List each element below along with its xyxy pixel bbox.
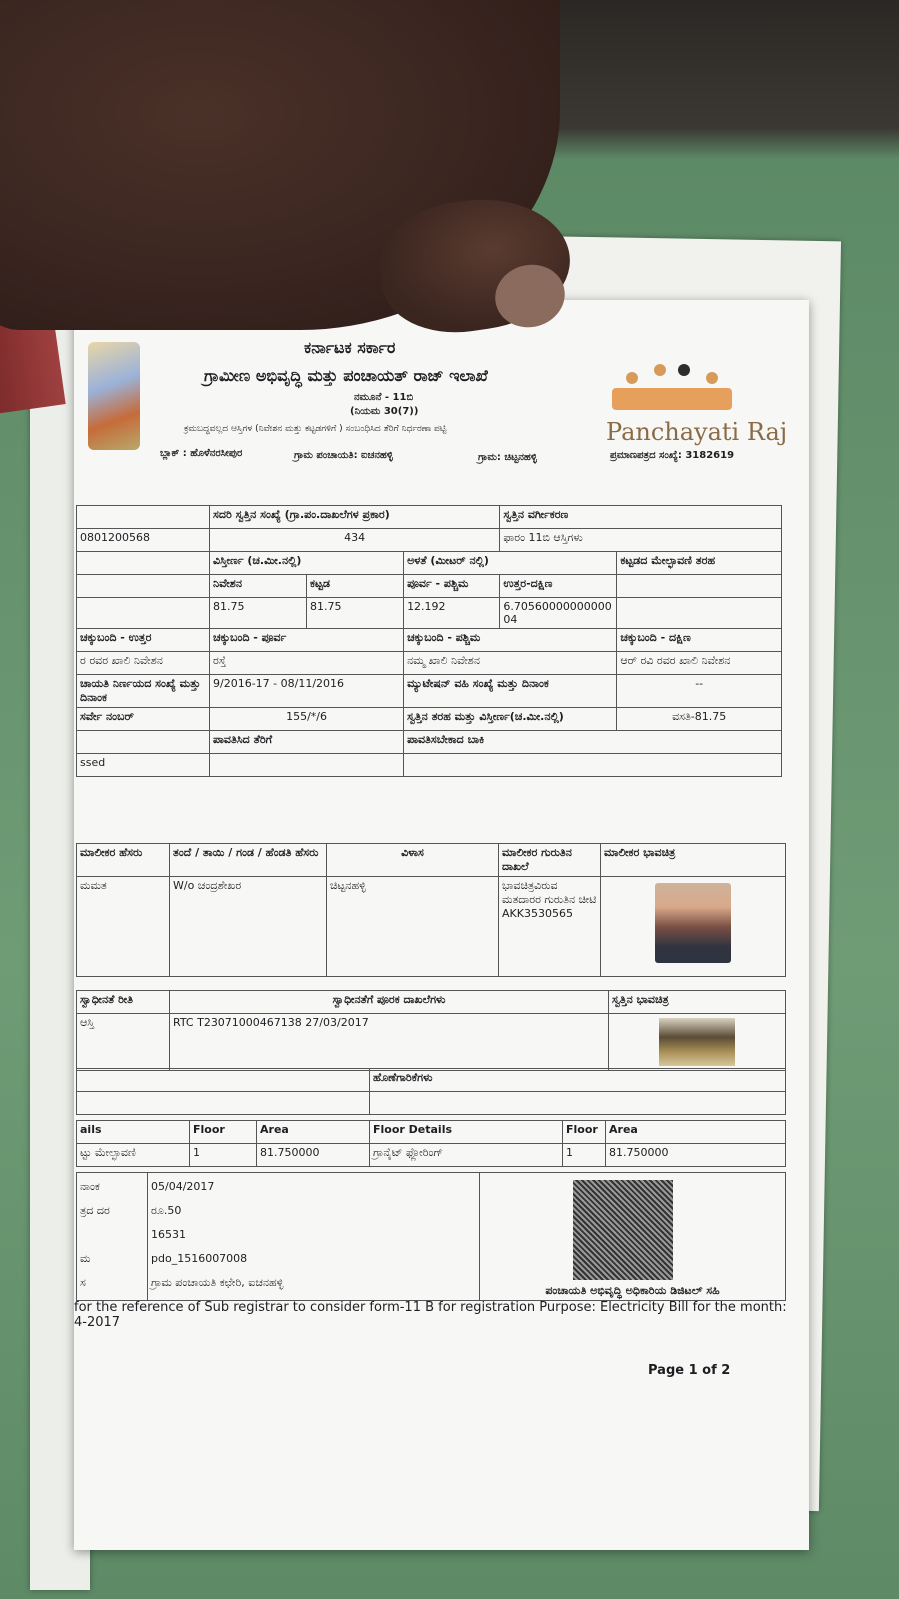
floor-details-label: Floor Details (370, 1121, 563, 1144)
west-boundary-label: ಚಕ್ಕುಬಂದಿ - ಪಶ್ಚಿಮ (404, 629, 617, 652)
owner-id-label: ಮಾಲೀಕರ ಗುರುತಿನ ದಾಖಲೆ (499, 844, 601, 877)
dept-title: ಗ್ರಾಮೀಣ ಅಭಿವೃದ್ಧಿ ಮತ್ತು ಪಂಚಾಯತ್ ರಾಜ್ ಇಲಾಖೆ (204, 366, 488, 385)
floor-value: 1 (190, 1144, 257, 1167)
receipt-number: 16531 (151, 1228, 186, 1241)
m-label: ಮ (80, 1252, 91, 1265)
floor-details-value: ಗ್ರಾನೈಟ್ ಫ್ಲೋರಿಂಗ್ (370, 1144, 563, 1167)
liabilities-label: ಹೊಣೆಗಾರಿಕೆಗಳು (370, 1069, 786, 1092)
classification-label: ಸ್ವತ್ತಿನ ವರ್ಗೀಕರಣ (500, 506, 782, 529)
acquisition-table (76, 990, 786, 1071)
digital-signature-label: ಪಂಚಾಯತಿ ಅಭಿವೃದ್ಧಿ ಅಧಿಕಾರಿಯ ಡಿಜಿಟಲ್ ಸಹಿ (480, 1173, 786, 1301)
qr-code (573, 1180, 673, 1280)
south-boundary: ಆರ್ ರವಿ ರವರ ಖಾಲಿ ನಿವೇಶನ (617, 652, 782, 675)
floor-label: Floor (190, 1121, 257, 1144)
floor2-value: 1 (563, 1144, 606, 1167)
type-area-label: ಸ್ವತ್ತಿನ ತರಹ ಮತ್ತು ವಿಸ್ತೀರ್ಣ(ಚ.ಮೀ.ನಲ್ಲಿ) (404, 708, 617, 731)
document-page (74, 300, 809, 1550)
mutation-value: -- (617, 675, 782, 708)
property-photo-label: ಸ್ವತ್ತಿನ ಭಾವಚಿತ್ರ (609, 991, 786, 1014)
classification: ಫಾರಂ 11ಬಿ ಆಸ್ತಿಗಳು (500, 529, 782, 552)
karnataka-emblem (88, 342, 140, 450)
assessed-label: ssed (77, 754, 210, 777)
owner-id-number: AKK3530565 (502, 907, 573, 920)
panchayat-name: ಗ್ರಾಮ ಪಂಚಾಯತಿ: ಐಚನಹಳ್ಳಿ (294, 450, 393, 461)
fee-label: ತ್ರದ ದರ (80, 1204, 110, 1217)
owner-id-doc (499, 877, 601, 977)
east-boundary: ರಸ್ತೆ (210, 652, 404, 675)
north-boundary: ರ ರವರ ಖಾಲಿ ನಿವೇಶನ (77, 652, 210, 675)
acquisition-value: ಆಸ್ತಿ (77, 1014, 170, 1071)
village-name: ಗ್ರಾಮ: ಚಿಟ್ಟನಹಳ್ಳಿ (478, 452, 537, 463)
documents-label: ಸ್ವಾಧೀನತೆಗೆ ಪೂರಕ ದಾಖಲೆಗಳು (170, 991, 609, 1014)
survey-number: 155/*/6 (210, 708, 404, 731)
relation-label: ತಂದೆ / ತಾಯಿ / ಗಂಡ / ಹೆಂಡತಿ ಹೆಸರು (170, 844, 327, 877)
type-area-value: ವಸತಿ-81.75 (617, 708, 782, 731)
property-table (76, 505, 782, 777)
area2-label: Area (606, 1121, 786, 1144)
page-number: Page 1 of 2 (648, 1363, 731, 1378)
rule-ref: (ನಿಯಮ 30(7)) (350, 406, 419, 417)
owner-photo-label: ಮಾಲೀಕರ ಭಾವಚಿತ್ರ (601, 844, 786, 877)
address-label: ವಿಳಾಸ (327, 844, 499, 877)
site-area: 81.75 (210, 598, 307, 629)
building-label: ಕಟ್ಟಡ (307, 575, 404, 598)
dimension-label: ಅಳತೆ (ಮೀಟರ್ ನಲ್ಲಿ) (404, 552, 617, 575)
paid-tax-label: ಪಾವತಿಸಿದ ತೆರಿಗೆ (210, 731, 404, 754)
owner-address: ಚಿಟ್ಟನಹಳ್ಳಿ (327, 877, 499, 977)
west-boundary: ನಮ್ಮ ಖಾಲಿ ನಿವೇಶನ (404, 652, 617, 675)
north-south-value: 6.7056000000000004 (500, 598, 617, 629)
owner-photo (655, 883, 731, 963)
owner-name: ಮಮತ (77, 877, 170, 977)
owner-id-type: ಭಾವಚಿತ್ರವಿರುವ ಮತದಾರರ ಗುರುತಿನ ಚೀಟಿ (502, 879, 597, 906)
details-label: ails (77, 1121, 190, 1144)
area-value: 81.750000 (257, 1144, 370, 1167)
property-photo (659, 1018, 735, 1066)
balance-label: ಪಾವತಿಸಬೇಕಾದ ಬಾಕಿ (404, 731, 782, 754)
property-no: 434 (210, 529, 500, 552)
owner-table (76, 843, 786, 977)
site-label: ನಿವೇಶನ (210, 575, 307, 598)
panchayati-raj-logo (602, 360, 742, 420)
issue-date-label: ನಾಂಕ (80, 1180, 100, 1193)
form-name: ನಮೂನೆ - 11ಬಿ (354, 392, 414, 403)
property-id: 0801200568 (77, 529, 210, 552)
form-subtitle: ಕ್ರಮಬದ್ಧವಲ್ಲದ ಆಸ್ತಿಗಳ (ನಿವೇಶನ ಮತ್ತು ಕಟ್ಟಡಗಳಿಗೆ ) ಸಂಬಂಧಿಸಿದ ತೆರಿಗೆ ನಿರ್ಧರಣಾ ಪಟ್ಟಿ (184, 424, 447, 434)
fee-value: ರೂ.50 (151, 1204, 182, 1217)
footer-note: for the reference of Sub registrar to consider form-11 B for registration Purpose: Electricity Bill for the month: 4-2017 (74, 1300, 787, 1330)
resolution-value: 9/2016-17 - 08/11/2016 (210, 675, 404, 708)
certificate-number: ಪ್ರಮಾಣಪತ್ರದ ಸಂಖ್ಯೆ: 3182619 (610, 450, 735, 461)
east-west-label: ಪೂರ್ವ - ಪಶ್ಚಿಮ (404, 575, 500, 598)
north-boundary-label: ಚಕ್ಕುಬಂದಿ - ಉತ್ತರ (77, 629, 210, 652)
survey-label: ಸರ್ವೇ ನಂಬರ್ (77, 708, 210, 731)
block-name: ಬ್ಲಾಕ್ : ಹೊಳೆನರಸೀಪುರ (160, 448, 243, 459)
area2-value: 81.750000 (606, 1144, 786, 1167)
roof-value: ಟ್ಟು ಮೇಲ್ಛಾವಣಿ (77, 1144, 190, 1167)
mutation-label: ಮ್ಯುಟೇಷನ್ ವಹಿ ಸಂಖ್ಯೆ ಮತ್ತು ದಿನಾಂಕ (404, 675, 617, 708)
property-no-label: ಸದರಿ ಸ್ವತ್ತಿನ ಸಂಖ್ಯೆ (ಗ್ರಾ.ಪಂ.ದಾಖಲೆಗಳ ಪ್ರಕಾರ) (210, 506, 500, 529)
issue-table (76, 1172, 786, 1301)
south-boundary-label: ಚಕ್ಕುಬಂದಿ - ದಕ್ಷಿಣ (617, 629, 782, 652)
building-area: 81.75 (307, 598, 404, 629)
area-label: ವಿಸ್ತೀರ್ಣ (ಚ.ಮೀ.ನಲ್ಲಿ) (210, 552, 404, 575)
owner-name-label: ಮಾಲೀಕರ ಹೆಸರು (77, 844, 170, 877)
east-boundary-label: ಚಕ್ಕುಬಂದಿ - ಪೂರ್ವ (210, 629, 404, 652)
issue-date: 05/04/2017 (151, 1180, 215, 1193)
floor-table (76, 1120, 786, 1167)
resolution-label: ಚಾಯತಿ ನಿರ್ಣಯದ ಸಂಖ್ಯೆ ಮತ್ತು ದಿನಾಂಕ (77, 675, 210, 708)
acquisition-label: ಸ್ವಾಧೀನತೆ ರೀತಿ (77, 991, 170, 1014)
documents-value: RTC T23071000467138 27/03/2017 (170, 1014, 609, 1071)
roof-type-label: ಕಟ್ಟಡದ ಮೇಲ್ಛಾವಣಿ ತರಹ (617, 552, 782, 575)
area-col-label: Area (257, 1121, 370, 1144)
east-west-value: 12.192 (404, 598, 500, 629)
s-label: ಸ (80, 1276, 86, 1289)
floor2-label: Floor (563, 1121, 606, 1144)
north-south-label: ಉತ್ತರ-ದಕ್ಷಿಣ (500, 575, 617, 598)
owner-relation: W/o ಚಂದ್ರಶೇಖರ (170, 877, 327, 977)
govt-title: ಕರ್ನಾಟಕ ಸರ್ಕಾರ (304, 338, 396, 357)
pdo-id: pdo_1516007008 (151, 1252, 248, 1265)
panchayati-raj-text: Panchayati Raj (606, 418, 788, 446)
office-name: ಗ್ರಾಮ ಪಂಚಾಯತಿ ಕಛೇರಿ, ಐಚನಹಳ್ಳಿ (151, 1276, 284, 1289)
liabilities-table (76, 1068, 786, 1115)
